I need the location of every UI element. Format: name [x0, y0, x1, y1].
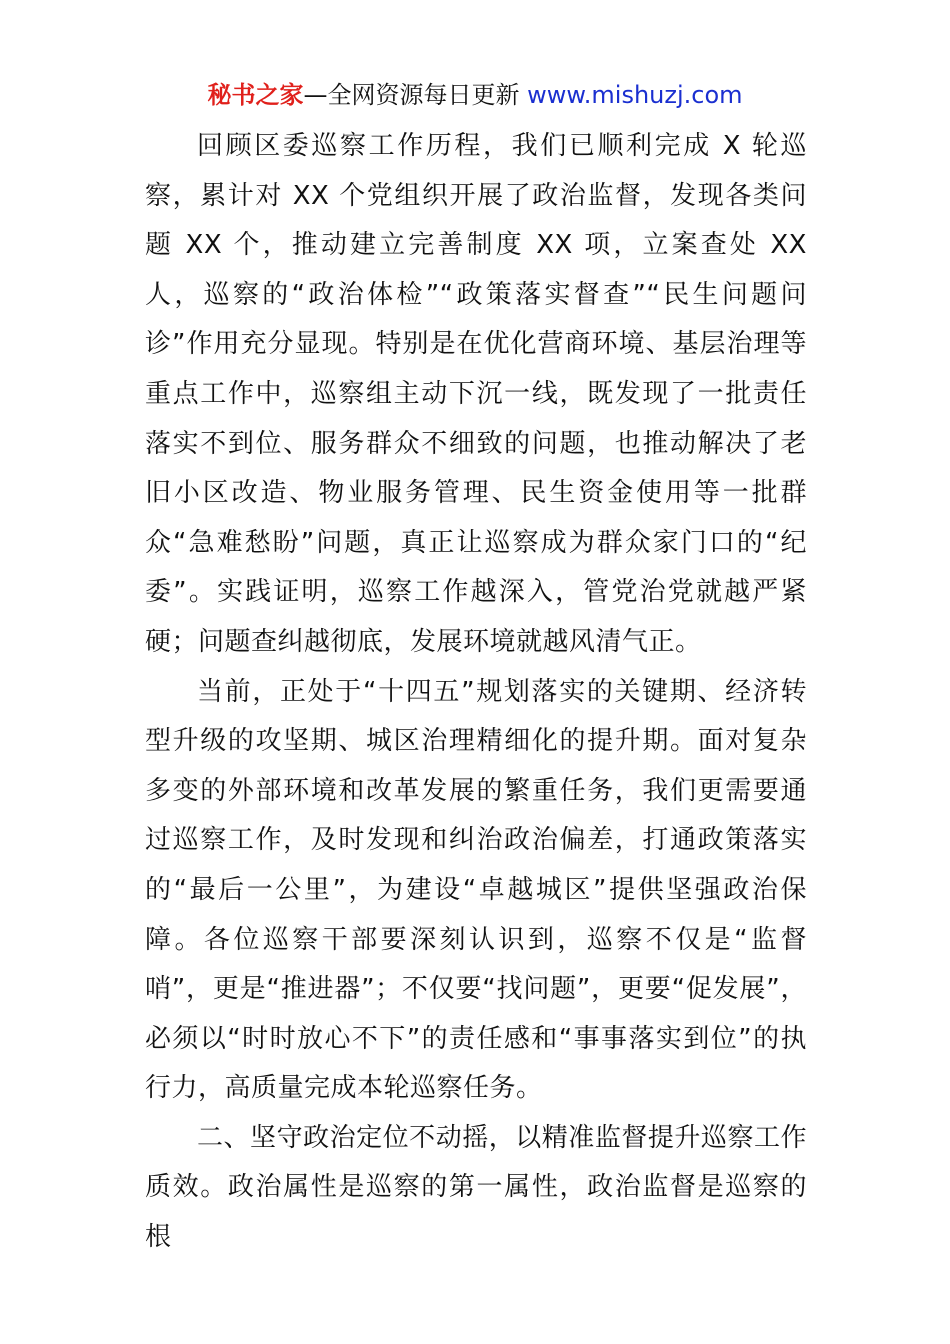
paragraph-2: 当前，正处于“十四五”规划落实的关键期、经济转型升级的攻坚期、城区治理精细化的提升期。面对复杂多变的外部环境和改革发展的繁重任务，我们更需要通过巡察工作，及时发现和纠治政治偏差，打通政策落实的“最后一公里”，为建设“卓越城区”提供坚强政治保障。各位巡察干部要深刻认识到，巡察不仅是“监督哨”，更是“推进器”；不仅要“找问题”，更要“促发展”，必须以“时时放心不下”的责任感和“事事落实到位”的执行力，高质量完成本轮巡察任务。	[145, 676, 807, 1104]
brand-name: 秘书之家	[207, 81, 304, 109]
paragraph-1: 回顾区委巡察工作历程，我们已顺利完成 X 轮巡察，累计对 XX 个党组织开展了政治监督，发现各类问题 XX 个，推动建立完善制度 XX 项，立案查处 XX 人，巡察的“政治体检”“政策落实督查”“民生问题问诊”作用充分显现。特别是在优化营商环境、基层治理等重点工作中，巡察组主动下沉一线，既发现了一批责任落实不到位、服务群众不细致的问题，也推动解决了老旧小区改造、物业服务管理、民生资金使用等一批群众“急难愁盼”问题，真正让巡察成为群众家门口的“纪委”。实践证明，巡察工作越深入，管党治党就越严紧硬；问题查纠越彻底，发展环境就越风清气正。	[145, 131, 807, 657]
document-body	[145, 122, 807, 1263]
site-url-link[interactable]: www.mishuzj.com	[527, 81, 743, 109]
paragraph-3: 二、坚守政治定位不动摇，以精准监督提升巡察工作质效。政治属性是巡察的第一属性，政治监督是巡察的根	[145, 1122, 807, 1253]
page-header	[0, 78, 950, 112]
header-slogan: —全网资源每日更新	[303, 81, 528, 109]
